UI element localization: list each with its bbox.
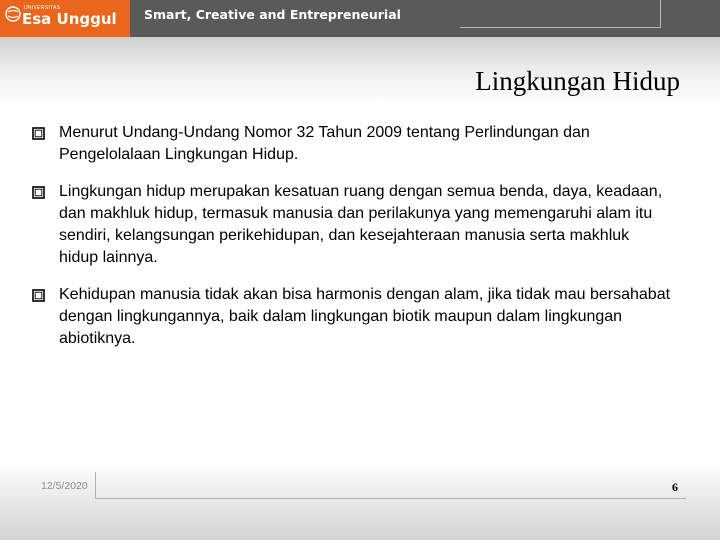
tagline: Smart, Creative and Entrepreneurial <box>144 7 401 22</box>
bullet-item <box>32 181 672 269</box>
page-number: 6 <box>672 480 678 494</box>
logo <box>0 0 130 37</box>
logo-subtext: UNIVERSITAS <box>24 5 61 11</box>
hollow-square-icon <box>32 289 45 302</box>
footer-date: 12/5/2020 <box>41 480 88 492</box>
header-frame-decoration <box>460 0 661 28</box>
bullet-text: Kehidupan manusia tidak akan bisa harmonis dengan alam, jika tidak mau bersahabat dengan lingkungannya, baik dalam lingkungan biotik maupun dalam lingkungan abiotiknya. <box>59 286 671 347</box>
header-bar <box>0 0 720 37</box>
footer-frame-decoration <box>95 472 686 499</box>
bullet-item <box>32 122 672 166</box>
logo-name: Esa Unggul <box>22 10 117 28</box>
hollow-square-icon <box>32 127 45 140</box>
slide-title: Lingkungan Hidup <box>475 66 680 96</box>
globe-logo-icon <box>5 6 21 22</box>
bullet-list <box>32 122 672 365</box>
bullet-text: Lingkungan hidup merupakan kesatuan ruang dengan semua benda, daya, keadaan, dan makhluk hidup, termasuk manusia dan perilakunya yang memengaruhi alam itu sendiri, kelangsungan perikehidupan, dan kesejahteraan manusia serta makhluk hidup lainnya. <box>59 183 663 266</box>
hollow-square-icon <box>32 186 45 199</box>
bullet-item <box>32 284 672 350</box>
bullet-text: Menurut Undang-Undang Nomor 32 Tahun 2009 tentang Perlindungan dan Pengelolalaan Lingkungan Hidup. <box>59 124 590 163</box>
